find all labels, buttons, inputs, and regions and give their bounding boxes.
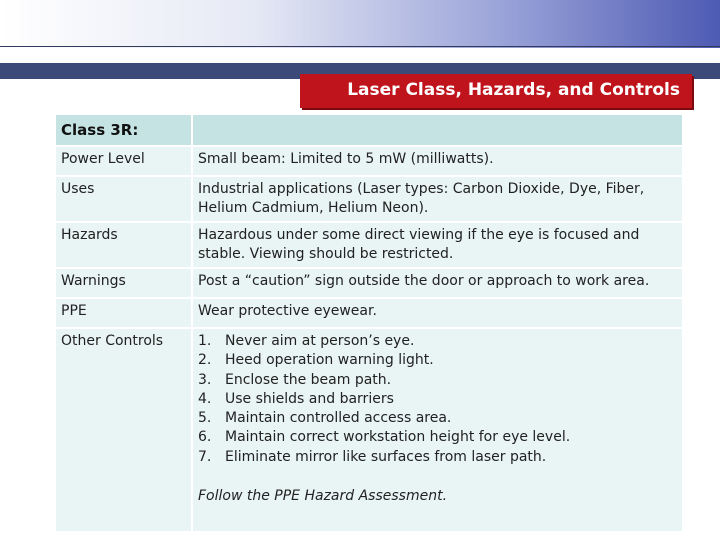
list-number: 3.: [198, 371, 212, 388]
list-number: 7.: [198, 448, 212, 465]
table-header-row: [55, 114, 683, 146]
row-value: Wear protective eyewear.: [192, 298, 683, 328]
row-label: Hazards: [55, 222, 192, 268]
row-label: Power Level: [55, 146, 192, 176]
laser-class-table: [54, 113, 684, 533]
list-text: Maintain controlled access area.: [225, 410, 452, 427]
table-row: [55, 298, 683, 328]
title-banner: [300, 74, 692, 108]
row-value: Industrial applications (Laser types: Carbon Dioxide, Dye, Fiber, Helium Cadmium, Helium Neon).: [192, 176, 683, 222]
header-gradient-banner: [0, 0, 720, 48]
list-number: 1.: [198, 333, 212, 349]
list-text: Maintain correct workstation height for eye level.: [225, 429, 571, 446]
list-item: [198, 390, 677, 409]
row-value: Post a “caution” sign outside the door or approach to work area.: [192, 268, 683, 298]
row-label: Warnings: [55, 268, 192, 298]
list-number: 5.: [198, 410, 212, 427]
list-item: [198, 332, 677, 351]
table-row: [55, 222, 683, 268]
table-row: [55, 268, 683, 298]
controls-list: [198, 332, 677, 467]
table-row: [55, 146, 683, 176]
row-label: PPE: [55, 298, 192, 328]
list-item: [198, 428, 677, 447]
ppe-assessment-note: Follow the PPE Hazard Assessment.: [198, 488, 448, 505]
list-text: Never aim at person’s eye.: [225, 333, 415, 349]
list-text: Eliminate mirror like surfaces from laser path.: [225, 448, 547, 465]
header-divider: [0, 46, 720, 47]
class-value: [192, 114, 683, 146]
table-row: [55, 176, 683, 222]
row-label: Uses: [55, 176, 192, 222]
row-label: Other Controls: [55, 328, 192, 532]
list-text: Use shields and barriers: [225, 390, 394, 407]
row-value: Hazardous under some direct viewing if the eye is focused and stable. Viewing should be restricted.: [192, 222, 683, 268]
list-item: [198, 448, 677, 467]
class-label: Class 3R:: [55, 114, 192, 146]
list-number: 6.: [198, 429, 212, 446]
table-row-other-controls: [55, 328, 683, 532]
row-value: Small beam: Limited to 5 mW (milliwatts).: [192, 146, 683, 176]
list-text: Enclose the beam path.: [225, 371, 392, 388]
list-item: [198, 409, 677, 428]
list-number: 4.: [198, 390, 212, 407]
row-value: [192, 328, 683, 532]
slide-title: Laser Class, Hazards, and Controls: [347, 80, 680, 100]
list-item: [198, 371, 677, 390]
list-item: [198, 351, 677, 370]
list-text: Heed operation warning light.: [225, 352, 434, 369]
list-number: 2.: [198, 352, 212, 369]
